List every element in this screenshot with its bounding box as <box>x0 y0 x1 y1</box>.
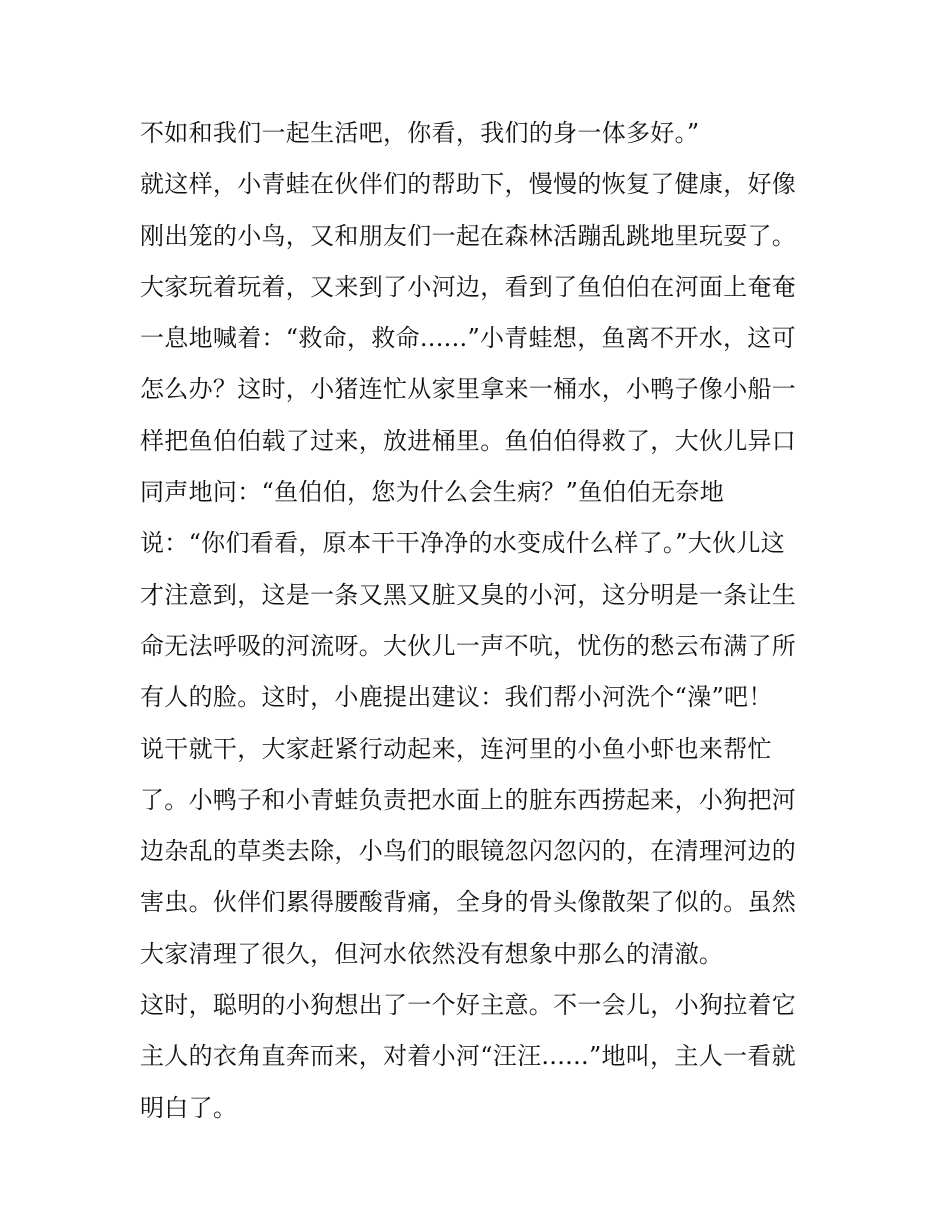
story-text <box>140 108 840 1134</box>
text-line: 这时，聪明的小狗想出了一个好主意。不一会儿，小狗拉着它 <box>140 991 797 1020</box>
text-line: 大家清理了很久，但河水依然没有想象中那么的清澈。 <box>140 939 724 968</box>
text-line: 了。小鸭子和小青蛙负责把水面上的脏东西捞起来，小狗把河 <box>140 785 797 814</box>
text-line: 明白了。 <box>140 1093 238 1122</box>
text-line: 命无法呼吸的河流呀。大伙儿一声不吭，忧伤的愁云布满了所 <box>140 631 797 660</box>
text-line: 主人的衣角直奔而来，对着小河“汪汪......”地叫，主人一看就 <box>140 1042 796 1071</box>
text-line: 害虫。伙伴们累得腰酸背痛，全身的骨头像散架了似的。虽然 <box>140 888 797 917</box>
text-line: 有人的脸。这时，小鹿提出建议：我们帮小河洗个“澡”吧！ <box>140 683 773 712</box>
text-line: 一息地喊着：“救命，救命......”小青蛙想，鱼离不开水，这可 <box>140 324 796 353</box>
text-line: 才注意到，这是一条又黑又脏又臭的小河，这分明是一条让生 <box>140 580 797 609</box>
text-line: 就这样，小青蛙在伙伴们的帮助下，慢慢的恢复了健康，好像 <box>140 170 797 199</box>
text-line: 同声地问：“鱼伯伯，您为什么会生病？”鱼伯伯无奈地 <box>140 478 725 507</box>
text-line: 不如和我们一起生活吧，你看，我们的身一体多好。” <box>140 119 700 147</box>
text-line: 边杂乱的草类去除，小鸟们的眼镜忽闪忽闪的，在清理河边的 <box>140 837 797 866</box>
text-line: 说干就干，大家赶紧行动起来，连河里的小鱼小虾也来帮忙 <box>140 734 772 763</box>
text-line: 刚出笼的小鸟，又和朋友们一起在森林活蹦乱跳地里玩耍了。 <box>140 221 797 250</box>
text-line: 说：“你们看看，原本干干净净的水变成什么样了。”大伙儿这 <box>140 529 785 558</box>
text-line: 怎么办？这时，小猪连忙从家里拿来一桶水，小鸭子像小船一 <box>140 375 797 404</box>
text-line: 样把鱼伯伯载了过来，放进桶里。鱼伯伯得救了，大伙儿异口 <box>140 426 797 455</box>
text-line: 大家玩着玩着，又来到了小河边，看到了鱼伯伯在河面上奄奄 <box>140 272 797 301</box>
